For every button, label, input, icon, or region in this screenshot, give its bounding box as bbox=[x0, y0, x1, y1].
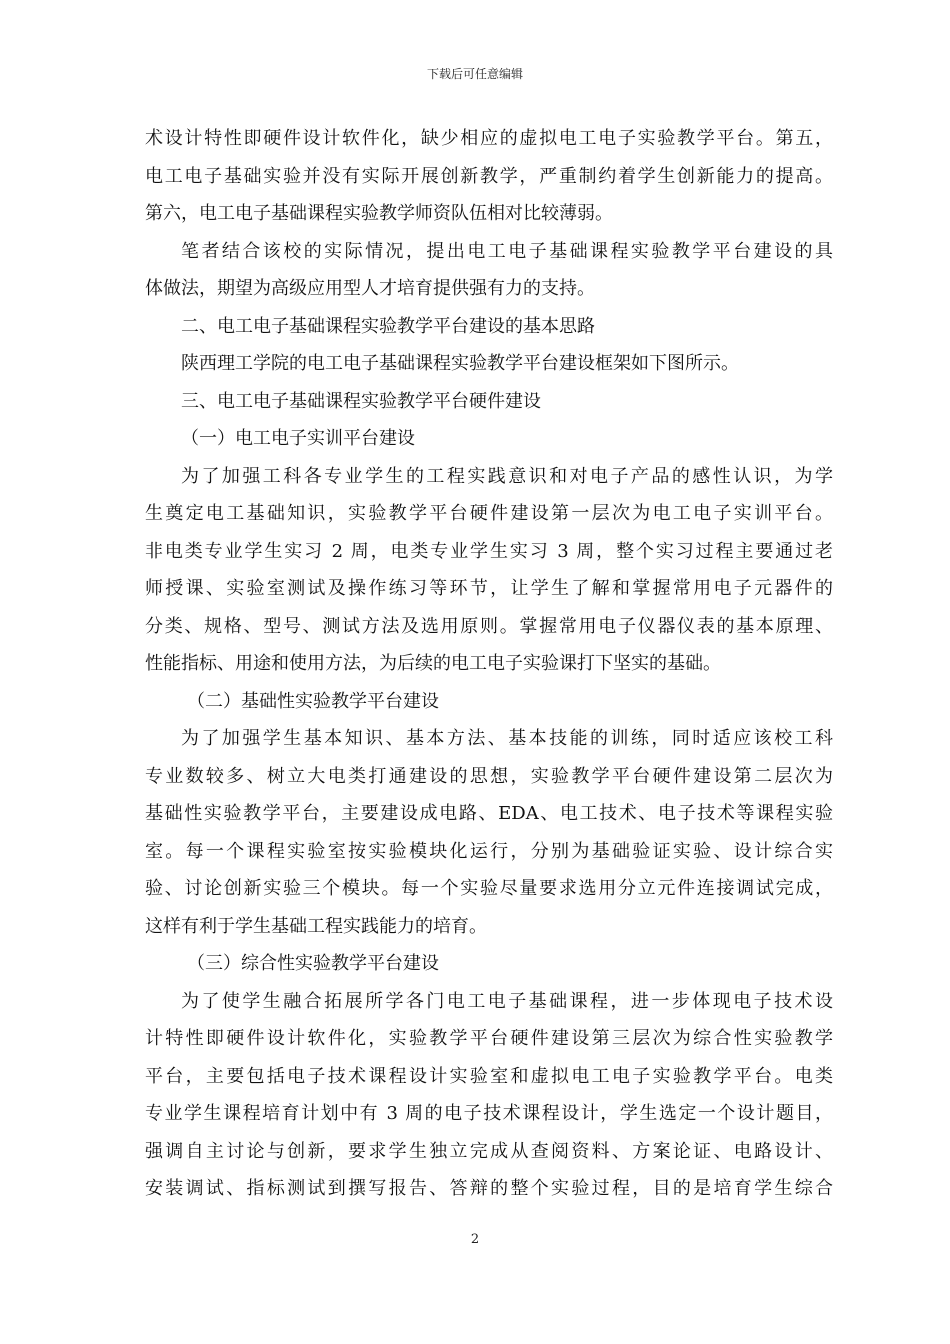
section-heading: 三、电工电子基础课程实验教学平台硬件建设 bbox=[181, 390, 541, 412]
page-number: 2 bbox=[470, 1232, 480, 1247]
paragraph-line: 计特性即硬件设计软件化，实验教学平台硬件建设第三层次为综合性实验教学 bbox=[145, 1028, 833, 1049]
paragraph-line: 安装调试、指标测试到撰写报告、答辩的整个实验过程，目的是培育学生综合 bbox=[145, 1178, 833, 1199]
paragraph-line: 第六，电工电子基础课程实验教学师资队伍相对比较薄弱。 bbox=[145, 203, 613, 224]
paragraph-line: 师授课、实验室测试及操作练习等环节，让学生了解和掌握常用电子元器件的 bbox=[145, 578, 833, 599]
page-header: 下载后可任意编辑 bbox=[426, 67, 523, 81]
paragraph-line: 强调自主讨论与创新，要求学生独立完成从查阅资料、方案论证、电路设计、 bbox=[145, 1140, 833, 1162]
paragraph-line: 这样有利于学生基础工程实践能力的培育。 bbox=[145, 915, 487, 937]
paragraph-line: 分类、规格、型号、测试方法及选用原则。掌握常用电子仪器仪表的基本原理、 bbox=[145, 615, 833, 637]
subsection-heading: （二）基础性实验教学平台建设 bbox=[187, 690, 439, 712]
paragraph-line: 电工电子基础实验并没有实际开展创新教学，严重制约着学生创新能力的提高。 bbox=[145, 165, 833, 187]
paragraph-line: 笔者结合该校的实际情况，提出电工电子基础课程实验教学平台建设的具 bbox=[181, 240, 833, 262]
paragraph-line: 专业学生课程培育计划中有 3 周的电子技术课程设计，学生选定一个设计题目， bbox=[145, 1103, 833, 1124]
paragraph-line: 平台，主要包括电子技术课程设计实验室和虚拟电工电子实验教学平台。电类 bbox=[145, 1065, 833, 1087]
body-text bbox=[145, 120, 833, 1208]
paragraph-line: 为了加强工科各专业学生的工程实践意识和对电子产品的感性认识，为学 bbox=[181, 465, 833, 487]
paragraph-line: 专业数较多、树立大电类打通建设的思想，实验教学平台硬件建设第二层次为 bbox=[145, 765, 833, 787]
paragraph-line: 基础性实验教学平台，主要建设成电路、EDA、电工技术、电子技术等课程实验 bbox=[145, 803, 833, 824]
paragraph-line: 验、讨论创新实验三个模块。每一个实验尽量要求选用分立元件连接调试完成， bbox=[145, 878, 833, 899]
paragraph-line: 为了使学生融合拓展所学各门电工电子基础课程，进一步体现电子技术设 bbox=[181, 990, 833, 1012]
paragraph-line: 陕西理工学院的电工电子基础课程实验教学平台建设框架如下图所示。 bbox=[181, 353, 739, 374]
paragraph-line: 为了加强学生基本知识、基本方法、基本技能的训练，同时适应该校工科 bbox=[181, 728, 833, 749]
section-heading: 二、电工电子基础课程实验教学平台建设的基本思路 bbox=[181, 315, 595, 337]
paragraph-line: 生奠定电工基础知识，实验教学平台硬件建设第一层次为电工电子实训平台。 bbox=[145, 503, 833, 524]
paragraph-line: 性能指标、用途和使用方法，为后续的电工电子实验课打下坚实的基础。 bbox=[145, 653, 721, 674]
subsection-heading: （三）综合性实验教学平台建设 bbox=[187, 953, 439, 974]
paragraph-line: 室。每一个课程实验室按实验模块化运行，分别为基础验证实验、设计综合实 bbox=[145, 840, 833, 862]
paragraph-line: 术设计特性即硬件设计软件化，缺少相应的虚拟电工电子实验教学平台。第五， bbox=[145, 128, 833, 149]
paragraph-line: 体做法，期望为高级应用型人才培育提供强有力的支持。 bbox=[145, 278, 595, 299]
paragraph-line: 非电类专业学生实习 2 周，电类专业学生实习 3 周，整个实习过程主要通过老 bbox=[145, 540, 833, 562]
subsection-heading: （一）电工电子实训平台建设 bbox=[181, 428, 415, 449]
